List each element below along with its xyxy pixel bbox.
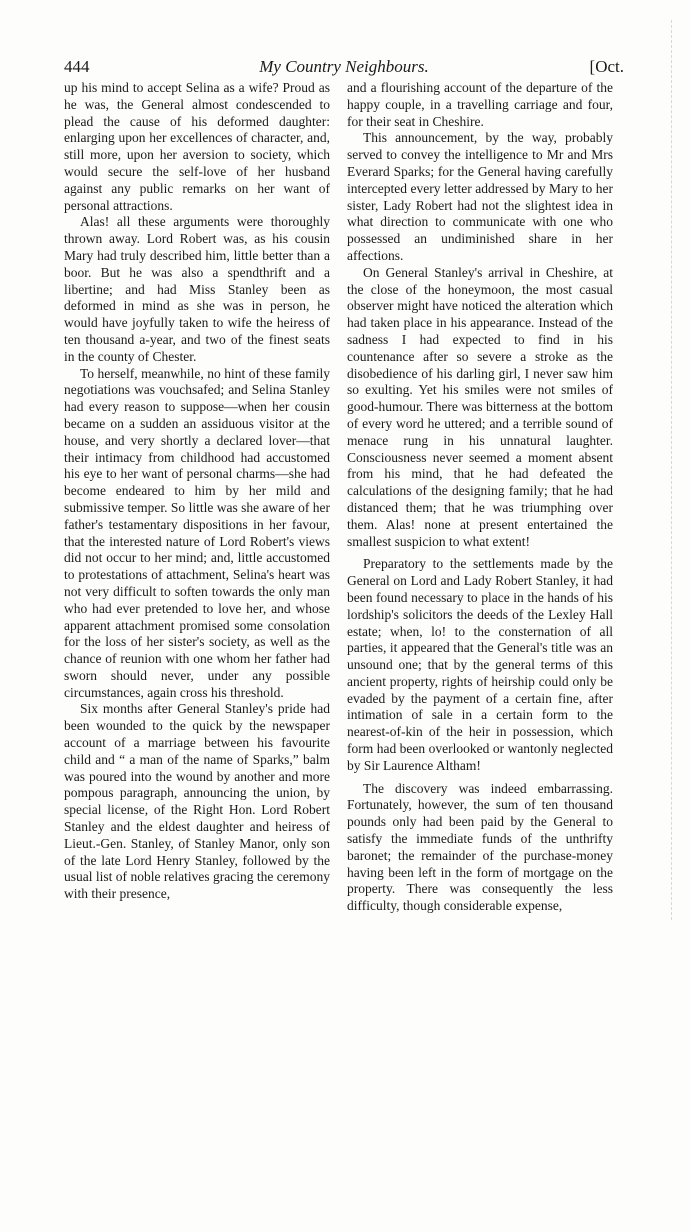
page-edge-rule (670, 20, 672, 920)
right-column (347, 80, 613, 915)
paragraph: Six months after General Stanley's pride had been wounded to the quick by the newspaper account of a marriage between his favourite child and “ a man of the name of Sparks,” balm was poured into the wound by another and more pompous paragraph, announcing the union, by special license, of the Right Hon. Lord Robert Stanley and the eldest daughter and heiress of Lieut.-Gen. Stanley, of Stanley Manor, only son of the late Lord Henry Stanley, followed by the usual list of noble relatives gracing the ceremony with their presence, (64, 701, 330, 902)
month-label: [Oct. (589, 57, 624, 76)
page-number: 444 (64, 57, 90, 76)
running-title: My Country Neighbours. (259, 57, 429, 76)
paragraph: On General Stanley's arrival in Cheshire, at the close of the honeymoon, the most casual observer might have noticed the alteration which had taken place in his appearance. Instead of the sadness I had expected to find in his countenance after so severe a stroke as the disobedience of his darling girl, I never saw him so exulting. Yet his smiles were not smiles of good-humour. There was bitterness at the bottom of every word he uttered; and a terrible sound of menace rung in his unnatural laughter. Consciousness never seemed a moment absent from his mind, that he had defeated the calculations of the designing family; that he had distanced them; that he was triumphing over them. Alas! none at present entertained the smallest suspicion to what extent! (347, 264, 613, 549)
running-header (64, 57, 624, 81)
left-column (64, 80, 330, 903)
paragraph: and a flourishing account of the departure of the happy couple, in a travelling carriage and four, for their seat in Cheshire. (347, 80, 613, 129)
paragraph: up his mind to accept Selina as a wife? Proud as he was, the General almost condescended to plead the cause of his deformed daughter: enlarging upon her excellences of character, and, still more, upon her aversion to society, which would secure the self-love of her husband against any public remarks on her want of personal attractions. (64, 80, 330, 213)
paragraph: Alas! all these arguments were thoroughly thrown away. Lord Robert was, as his cousin Mary had truly described him, little better than a boor. But he was also a spendthrift and a libertine; and had Miss Stanley been as deformed in mind as she was in person, he would have joyfully taken to wife the heiress of ten thousand a-year, and two of the finest seats in the county of Chester. (64, 214, 330, 364)
paragraph: This announcement, by the way, probably served to convey the intelligence to Mr and Mrs Everard Sparks; for the General having carefully intercepted every letter addressed by Mary to her sister, Lady Robert had not the slightest idea in what direction to communicate with one who possessed an undiminished share in her affections. (347, 130, 613, 263)
paragraph: The discovery was indeed embarrassing. Fortunately, however, the sum of ten thousand pounds only had been paid by the General to satisfy the immediate funds of the unthrifty baronet; the remainder of the purchase-money having been left in the form of mortgage on the property. There was consequently the less difficulty, though considerable expense, (347, 780, 613, 914)
paragraph: To herself, meanwhile, no hint of these family negotiations was vouchsafed; and Selina Stanley had every reason to suppose—when her cousin became on a sudden an assiduous visitor at the house, and very shortly a declared lover—that their intimacy from childhood had accustomed his eye to her want of personal charms—she had become endeared to him by her mild and submissive temper. So little was she aware of her father's testamentary dispositions in her favour, that the interested nature of Lord Robert's views did not occur to her mind; and, little accustomed to protestations of attachment, Selina's heart was not very difficult to soften towards the only man who had ever pretended to love her, and whose apparent attachment promised some consolation for the loss of her sister's society, as well as the chance of reunion with one whom her father had sworn should never, under any possible circumstances, again cross his threshold. (64, 365, 330, 700)
paragraph: Preparatory to the settlements made by the General on Lord and Lady Robert Stanley, it had been found necessary to place in the hands of his lordship's solicitors the deeds of the Lexley Hall estate; when, lo! to the consternation of all parties, it appeared that the General's title was an unsound one; that by the general terms of this ancient property, rights of heirship could only be evaded by the payment of a certain fine, after intimation of sale in a certain form to the nearest-of-kin of the heir in possession, which form had been overlooked or wantonly neglected by Sir Laurence Altham! (347, 556, 613, 773)
